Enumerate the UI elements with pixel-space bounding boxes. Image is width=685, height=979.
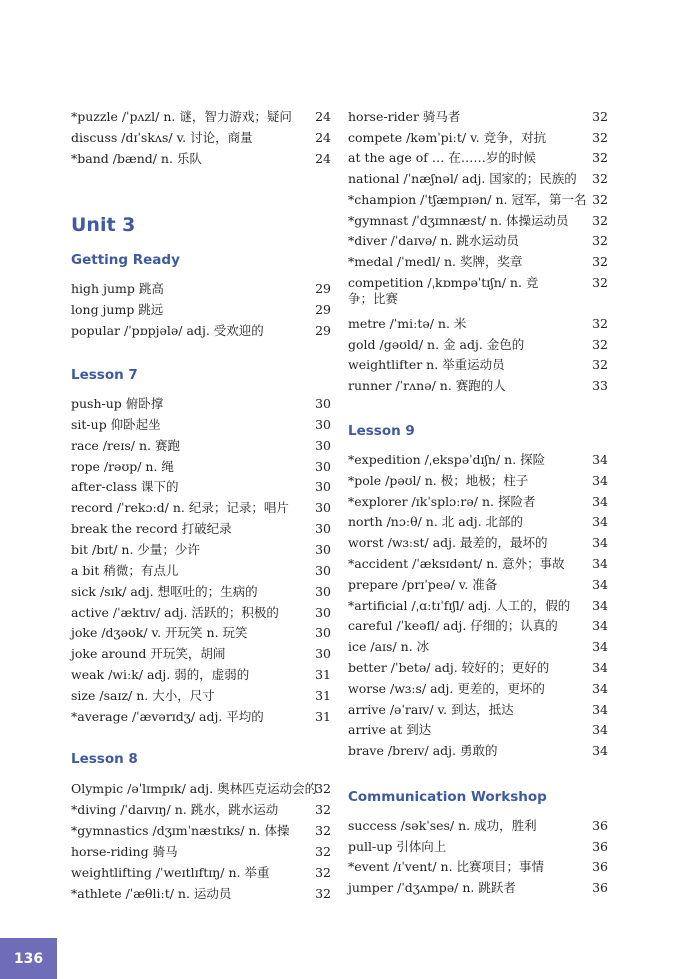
vocab-word: at the age of … 在……岁的时候 [348, 150, 536, 166]
vocab-word: better /ˈbetə/ adj. 较好的；更好的 [348, 660, 550, 675]
vocab-page-number: 32 [592, 212, 608, 228]
vocab-entry [348, 171, 608, 187]
vocab-word: runner /ˈrʌnə/ n. 赛跑的人 [348, 378, 506, 394]
vocab-entry [71, 417, 331, 433]
vocab-page-number: 32 [592, 109, 608, 124]
vocab-word: active /ˈæktɪv/ adj. 活跃的；积极的 [71, 604, 279, 620]
section-lesson-9: Lesson 9 [348, 423, 415, 439]
vocab-entry [348, 556, 608, 572]
vocab-word: prepare /prɪˈpeə/ v. 准备 [348, 576, 498, 592]
vocab-word: success /səkˈses/ n. 成功，胜利 [348, 818, 537, 833]
vocab-word: horse-riding 骑马 [71, 843, 178, 859]
vocab-word: sit-up 仰卧起坐 [71, 416, 161, 432]
vocab-word: *accident /ˈæksɪdənt/ n. 意外；事故 [348, 556, 565, 571]
vocab-word: *diving /ˈdaɪvɪŋ/ n. 跳水，跳水运动 [71, 801, 279, 817]
vocab-page-number: 34 [592, 472, 608, 488]
vocab-page-number: 32 [592, 150, 608, 166]
vocab-word: weak /wiːk/ adj. 弱的，虚弱的 [71, 667, 250, 683]
vocab-page-number: 32 [592, 274, 608, 290]
vocab-entry [348, 639, 608, 655]
vocab-entry [71, 459, 331, 475]
vocab-entry [348, 660, 608, 676]
vocab-word: after-class 课下的 [71, 479, 179, 495]
vocab-page-number: 30 [315, 396, 331, 411]
vocab-word: brave /breɪv/ adj. 勇敢的 [348, 743, 498, 759]
vocab-word: *explorer /ɪkˈsplɔːrə/ n. 探险者 [348, 493, 536, 509]
vocab-entry [71, 396, 331, 412]
vocab-entry [348, 859, 608, 875]
vocab-page-number: 30 [315, 479, 331, 495]
vocab-entry [348, 880, 608, 896]
vocab-entry [348, 109, 608, 125]
vocab-word: horse-rider 骑马者 [348, 109, 461, 124]
vocab-page-number: 32 [592, 316, 608, 331]
vocab-word: north /nɔːθ/ n. 北 adj. 北部的 [348, 514, 524, 530]
vocab-word: metre /ˈmiːtə/ n. 米 [348, 316, 467, 331]
vocab-page-number: 32 [592, 171, 608, 187]
vocab-word: *gymnastics /dʒɪmˈnæstɪks/ n. 体操 [71, 822, 290, 838]
vocab-page-number: 32 [592, 191, 608, 207]
vocab-entry [348, 473, 608, 489]
vocab-word: discuss /dɪˈskʌs/ v. 讨论，商量 [71, 130, 253, 145]
vocab-page-number: 34 [592, 660, 608, 675]
vocab-word: arrive /əˈraɪv/ v. 到达，抵达 [348, 701, 514, 717]
vocab-page-number: 31 [315, 687, 331, 703]
vocab-entry [71, 563, 331, 579]
vocab-word: *champion /ˈtʃæmpɪən/ n. 冠军，第一名 [348, 191, 587, 207]
vocab-page-number: 32 [592, 357, 608, 373]
vocab-page-number: 24 [315, 130, 331, 145]
vocab-page-number: 32 [592, 253, 608, 269]
vocab-entry [71, 625, 331, 641]
vocab-page-number: 32 [315, 801, 331, 817]
vocab-word: high jump 跳高 [71, 281, 164, 296]
vocab-page-number: 32 [592, 129, 608, 145]
vocab-word: break the record 打破纪录 [71, 521, 232, 537]
vocab-word: joke /dʒəʊk/ v. 开玩笑 n. 玩笑 [71, 625, 248, 641]
vocab-page-number: 31 [315, 667, 331, 683]
section-getting-ready: Getting Ready [71, 252, 180, 268]
vocab-word: size /saɪz/ n. 大小，尺寸 [71, 687, 215, 703]
vocab-entry [71, 709, 331, 725]
vocab-word: record /ˈrekɔːd/ n. 纪录；记录；唱片 [71, 500, 289, 516]
vocab-entry [71, 542, 331, 558]
vocab-word: *artificial /ˌɑːtɪˈfɪʃl/ adj. 人工的，假的 [348, 597, 571, 613]
vocab-page-number: 34 [592, 722, 608, 738]
vocab-word: competition /ˌkɒmpəˈtɪʃn/ n. 竞争；比赛 [348, 274, 539, 306]
vocab-entry [348, 535, 608, 551]
vocab-entry [348, 839, 608, 855]
vocab-page-number: 30 [315, 604, 331, 620]
vocab-word: *band /bænd/ n. 乐队 [71, 151, 202, 166]
vocab-page-number: 30 [315, 416, 331, 432]
vocab-word: rope /rəʊp/ n. 绳 [71, 458, 174, 474]
vocab-page-number: 30 [315, 500, 331, 516]
vocab-entry [348, 494, 608, 510]
vocab-entry [348, 702, 608, 718]
vocab-entry [71, 109, 331, 125]
vocab-entry [71, 130, 331, 146]
vocab-word: *gymnast /ˈdʒɪmnæst/ n. 体操运动员 [348, 212, 569, 228]
vocab-page-number: 34 [592, 556, 608, 571]
vocab-word: weightlifting /ˈweɪtlɪftɪŋ/ n. 举重 [71, 864, 270, 880]
vocab-page-number: 32 [315, 843, 331, 859]
vocab-entry [71, 500, 331, 516]
vocab-entry [71, 865, 331, 881]
vocab-page-number: 24 [315, 151, 331, 166]
vocab-entry [348, 192, 608, 208]
vocab-page-number: 32 [315, 885, 331, 901]
vocab-word: ice /aɪs/ n. 冰 [348, 639, 430, 655]
vocab-entry [71, 667, 331, 683]
vocab-entry [71, 646, 331, 662]
vocab-entry [71, 688, 331, 704]
vocab-entry [348, 213, 608, 229]
vocab-word: a bit 稍微；有点儿 [71, 562, 179, 578]
vocab-page-number: 36 [592, 838, 608, 854]
vocab-word: arrive at 到达 [348, 722, 432, 738]
vocab-page-number: 34 [592, 452, 608, 467]
vocab-page-number: 36 [592, 859, 608, 875]
vocab-word: worse /wɜːs/ adj. 更差的，更坏的 [348, 680, 545, 696]
vocab-entry [348, 818, 608, 834]
vocab-entry [71, 281, 331, 297]
vocab-word: race /reɪs/ n. 赛跑 [71, 437, 180, 453]
vocab-page-number: 30 [315, 541, 331, 557]
vocab-entry [348, 378, 608, 394]
vocab-page-number: 34 [592, 576, 608, 592]
vocab-page-number: 30 [315, 562, 331, 578]
vocab-entry [348, 598, 608, 614]
vocab-entry [348, 577, 608, 593]
section-lesson-8: Lesson 8 [71, 751, 138, 767]
vocab-entry [71, 302, 331, 318]
vocab-page-number: 30 [315, 583, 331, 599]
vocab-word: compete /kəmˈpiːt/ v. 竞争，对抗 [348, 129, 547, 145]
vocab-word: *athlete /ˈæθliːt/ n. 运动员 [71, 885, 232, 901]
vocab-page-number: 34 [592, 680, 608, 696]
vocab-page-number: 29 [315, 302, 331, 317]
vocab-entry [71, 438, 331, 454]
vocab-entry [348, 357, 608, 373]
vocab-page-number: 32 [315, 781, 331, 796]
section-communication-workshop: Communication Workshop [348, 789, 547, 805]
vocab-page-number: 32 [592, 233, 608, 249]
vocab-entry [348, 254, 608, 270]
vocab-page-number: 29 [315, 281, 331, 296]
vocab-entry [348, 452, 608, 468]
vocab-word: *puzzle /ˈpʌzl/ n. 谜，智力游戏；疑问 [71, 109, 292, 124]
vocab-word: *diver /ˈdaɪvə/ n. 跳水运动员 [348, 233, 519, 249]
vocab-entry [71, 886, 331, 902]
vocab-page-number: 32 [592, 336, 608, 352]
vocab-page-number: 31 [315, 708, 331, 724]
vocab-entry [348, 722, 608, 738]
vocab-page-number: 30 [315, 625, 331, 641]
vocab-entry [71, 479, 331, 495]
vocab-word: *expedition /ˌekspəˈdɪʃn/ n. 探险 [348, 452, 546, 467]
vocab-entry [71, 844, 331, 860]
vocab-page-number: 34 [592, 743, 608, 759]
vocab-word: push-up 俯卧撑 [71, 396, 164, 411]
vocab-word: careful /ˈkeəfl/ adj. 仔细的；认真的 [348, 618, 558, 634]
vocab-word: sick /sɪk/ adj. 想呕吐的；生病的 [71, 583, 258, 599]
vocab-word: bit /bɪt/ n. 少量；少许 [71, 541, 200, 557]
vocab-page-number: 29 [315, 323, 331, 338]
page-number: 136 [0, 938, 57, 979]
vocab-word: weightlifter n. 举重运动员 [348, 357, 505, 373]
vocab-entry [348, 743, 608, 759]
vocab-page-number: 34 [592, 618, 608, 634]
vocab-entry [71, 802, 331, 818]
vocab-page-number: 34 [592, 493, 608, 509]
vocab-page-number: 34 [592, 597, 608, 613]
vocab-entry [348, 275, 608, 307]
vocab-page-number: 36 [592, 818, 608, 833]
vocab-page-number: 30 [315, 458, 331, 474]
vocab-entry [71, 605, 331, 621]
vocab-word: Olympic /əˈlɪmpɪk/ adj. 奥林匹克运动会的 [71, 781, 318, 796]
vocab-entry [348, 130, 608, 146]
vocab-page-number: 34 [592, 639, 608, 655]
vocab-word: jumper /ˈdʒʌmpə/ n. 跳跃者 [348, 880, 516, 896]
vocab-entry [71, 781, 331, 797]
vocab-word: *average /ˈævərɪdʒ/ adj. 平均的 [71, 708, 264, 724]
vocab-word: *pole /pəʊl/ n. 极；地极；柱子 [348, 472, 529, 488]
vocab-entry [348, 233, 608, 249]
vocab-entry [348, 514, 608, 530]
vocab-page-number: 36 [592, 880, 608, 896]
vocab-entry [348, 618, 608, 634]
vocab-word: pull-up 引体向上 [348, 838, 447, 854]
vocab-entry [71, 584, 331, 600]
vocab-page-number: 30 [315, 521, 331, 537]
vocab-word: gold /gəʊld/ n. 金 adj. 金色的 [348, 336, 525, 352]
vocab-entry [348, 681, 608, 697]
vocab-entry [71, 823, 331, 839]
vocab-entry [348, 150, 608, 166]
vocab-word: national /ˈnæʃnəl/ adj. 国家的；民族的 [348, 171, 577, 187]
vocab-page-number: 34 [592, 701, 608, 717]
unit-title: Unit 3 [71, 214, 136, 236]
vocab-entry [348, 316, 608, 332]
vocab-page-number: 24 [315, 109, 331, 124]
vocab-page-number: 34 [592, 535, 608, 551]
vocab-page-number: 30 [315, 437, 331, 453]
vocab-page-number: 33 [592, 378, 608, 394]
vocab-page-number: 30 [315, 646, 331, 662]
section-lesson-7: Lesson 7 [71, 367, 138, 383]
vocab-word: *event /ɪˈvent/ n. 比赛项目；事情 [348, 859, 545, 875]
vocab-entry [348, 337, 608, 353]
vocab-word: long jump 跳远 [71, 302, 164, 317]
vocab-entry [71, 521, 331, 537]
vocab-entry [71, 323, 331, 339]
vocab-word: popular /ˈpɒpjələ/ adj. 受欢迎的 [71, 323, 264, 338]
vocab-word: worst /wɜːst/ adj. 最差的，最坏的 [348, 535, 548, 551]
vocab-page-number: 32 [315, 822, 331, 838]
vocab-page-number: 32 [315, 864, 331, 880]
vocab-word: joke around 开玩笑，胡闹 [71, 646, 226, 662]
vocab-page-number: 34 [592, 514, 608, 530]
vocab-entry [71, 151, 331, 167]
vocab-word: *medal /ˈmedl/ n. 奖牌，奖章 [348, 253, 523, 269]
